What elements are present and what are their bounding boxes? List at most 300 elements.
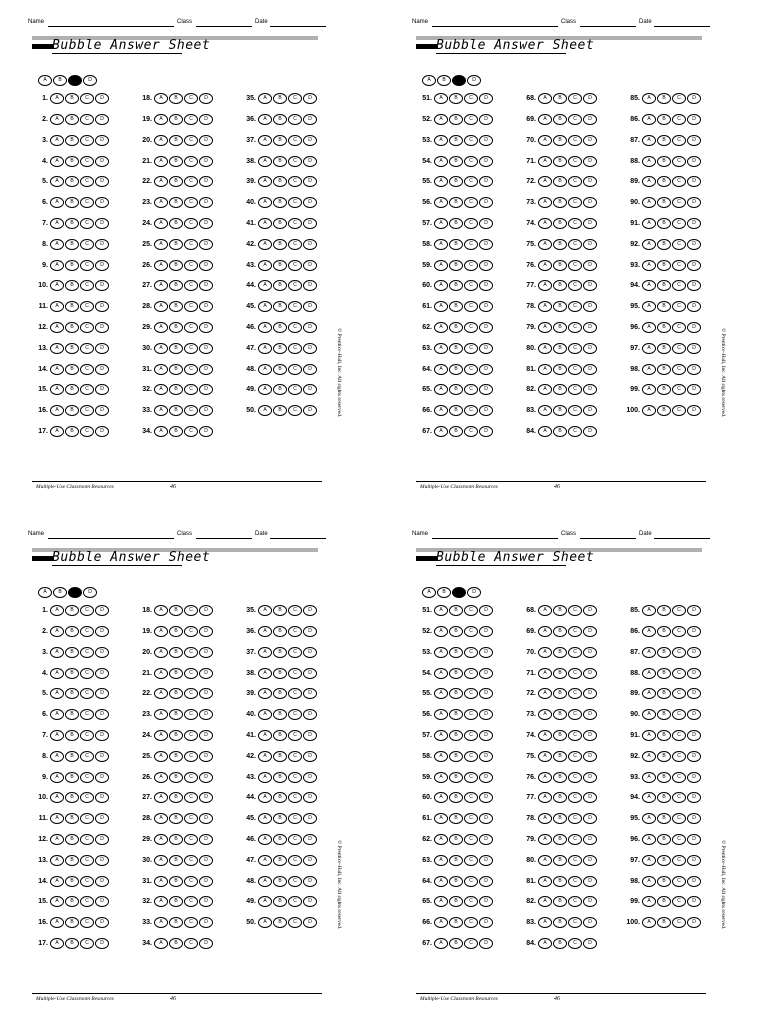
answer-bubble-a[interactable]: A — [642, 792, 656, 803]
answer-bubble-b[interactable]: B — [273, 813, 287, 824]
answer-bubble-b[interactable]: B — [169, 301, 183, 312]
answer-bubble-c[interactable]: C — [672, 772, 686, 783]
answer-bubble-b[interactable]: B — [65, 626, 79, 637]
answer-bubble-a[interactable]: A — [538, 384, 552, 395]
answer-bubble-c[interactable]: C — [672, 239, 686, 250]
answer-bubble-c[interactable]: C — [288, 876, 302, 887]
answer-bubble-a[interactable]: A — [258, 218, 272, 229]
answer-bubble-c[interactable]: C — [464, 176, 478, 187]
answer-bubble-b[interactable]: B — [169, 218, 183, 229]
answer-bubble-c[interactable]: C — [672, 218, 686, 229]
answer-bubble-d[interactable]: D — [303, 260, 317, 271]
answer-bubble-c[interactable]: C — [464, 301, 478, 312]
answer-bubble-b[interactable]: B — [65, 426, 79, 437]
answer-bubble-b[interactable]: B — [553, 218, 567, 229]
answer-bubble-a[interactable]: A — [642, 343, 656, 354]
answer-bubble-a[interactable]: A — [258, 813, 272, 824]
answer-bubble-a[interactable]: A — [50, 668, 64, 679]
answer-bubble-b[interactable]: B — [657, 114, 671, 125]
answer-bubble-d[interactable]: D — [479, 938, 493, 949]
answer-bubble-b[interactable]: B — [657, 917, 671, 928]
answer-bubble-c[interactable]: C — [672, 626, 686, 637]
answer-bubble-d[interactable]: D — [303, 772, 317, 783]
answer-bubble-c[interactable]: C — [568, 322, 582, 333]
answer-bubble-b[interactable]: B — [449, 896, 463, 907]
answer-bubble-a[interactable]: A — [258, 668, 272, 679]
answer-bubble-d[interactable]: D — [583, 426, 597, 437]
answer-bubble-d[interactable]: D — [583, 239, 597, 250]
answer-bubble-d[interactable]: D — [95, 176, 109, 187]
answer-bubble-d[interactable]: D — [479, 834, 493, 845]
answer-bubble-c[interactable]: C — [80, 834, 94, 845]
answer-bubble-b[interactable]: B — [65, 405, 79, 416]
answer-bubble-b[interactable]: B — [449, 239, 463, 250]
answer-bubble-d[interactable]: D — [199, 343, 213, 354]
answer-bubble-c[interactable]: C — [672, 730, 686, 741]
answer-bubble-c[interactable]: C — [568, 668, 582, 679]
answer-bubble-b[interactable]: B — [657, 626, 671, 637]
answer-bubble-a[interactable]: A — [538, 280, 552, 291]
answer-bubble-b[interactable]: B — [553, 114, 567, 125]
answer-bubble-a[interactable]: A — [434, 280, 448, 291]
answer-bubble-a[interactable]: A — [642, 239, 656, 250]
answer-bubble-c[interactable]: C — [80, 688, 94, 699]
answer-bubble-c[interactable]: C — [184, 792, 198, 803]
answer-bubble-b[interactable]: B — [169, 772, 183, 783]
answer-bubble-c[interactable]: C — [80, 343, 94, 354]
answer-bubble-c[interactable]: C — [464, 405, 478, 416]
answer-bubble-a[interactable]: A — [642, 688, 656, 699]
answer-bubble-c[interactable]: C — [184, 855, 198, 866]
answer-bubble-c[interactable]: C — [568, 813, 582, 824]
answer-bubble-a[interactable]: A — [434, 896, 448, 907]
answer-bubble-c[interactable]: C — [464, 896, 478, 907]
answer-bubble-d[interactable]: D — [303, 751, 317, 762]
class-field[interactable] — [196, 538, 252, 539]
answer-bubble-d[interactable]: D — [199, 260, 213, 271]
answer-bubble-b[interactable]: B — [553, 260, 567, 271]
answer-bubble-c[interactable]: C — [80, 709, 94, 720]
answer-bubble-b[interactable]: B — [169, 855, 183, 866]
answer-bubble-d[interactable]: D — [303, 218, 317, 229]
answer-bubble-a[interactable]: A — [434, 876, 448, 887]
answer-bubble-a[interactable]: A — [434, 751, 448, 762]
answer-bubble-d[interactable]: D — [303, 176, 317, 187]
answer-bubble-b[interactable]: B — [273, 405, 287, 416]
answer-bubble-b[interactable]: B — [169, 876, 183, 887]
answer-bubble-d[interactable]: D — [583, 343, 597, 354]
answer-bubble-d[interactable]: D — [583, 730, 597, 741]
answer-bubble-b[interactable]: B — [273, 605, 287, 616]
answer-bubble-a[interactable]: A — [154, 792, 168, 803]
answer-bubble-a[interactable]: A — [642, 322, 656, 333]
answer-bubble-c[interactable]: C — [288, 114, 302, 125]
answer-bubble-c[interactable]: C — [672, 343, 686, 354]
answer-bubble-c[interactable]: C — [80, 239, 94, 250]
answer-bubble-c[interactable]: C — [464, 834, 478, 845]
answer-bubble-b[interactable]: B — [553, 751, 567, 762]
answer-bubble-d[interactable]: D — [199, 917, 213, 928]
answer-bubble-d[interactable]: D — [199, 280, 213, 291]
answer-bubble-b[interactable]: B — [449, 343, 463, 354]
answer-bubble-d[interactable]: D — [583, 709, 597, 720]
answer-bubble-b[interactable]: B — [449, 301, 463, 312]
answer-bubble-c[interactable]: C — [672, 135, 686, 146]
answer-bubble-a[interactable]: A — [258, 384, 272, 395]
answer-bubble-c[interactable]: C — [464, 114, 478, 125]
answer-bubble-c[interactable]: C — [568, 239, 582, 250]
answer-bubble-a[interactable]: A — [50, 855, 64, 866]
answer-bubble-c[interactable]: C — [568, 197, 582, 208]
answer-bubble-d[interactable]: D — [583, 938, 597, 949]
answer-bubble-a[interactable]: A — [538, 176, 552, 187]
answer-bubble-c[interactable]: C — [184, 93, 198, 104]
answer-bubble-d[interactable]: D — [303, 343, 317, 354]
answer-bubble-d[interactable]: D — [583, 364, 597, 375]
answer-bubble-c[interactable]: C — [464, 197, 478, 208]
answer-bubble-b[interactable]: B — [449, 647, 463, 658]
answer-bubble-c[interactable]: C — [464, 218, 478, 229]
answer-bubble-b[interactable]: B — [449, 176, 463, 187]
answer-bubble-c[interactable]: C — [288, 730, 302, 741]
answer-bubble-d[interactable]: D — [687, 301, 701, 312]
answer-bubble-a[interactable]: A — [538, 730, 552, 741]
answer-bubble-d[interactable]: D — [583, 135, 597, 146]
answer-bubble-b[interactable]: B — [657, 792, 671, 803]
answer-bubble-a[interactable]: A — [642, 384, 656, 395]
answer-bubble-d[interactable]: D — [479, 896, 493, 907]
answer-bubble-d[interactable]: D — [303, 647, 317, 658]
answer-bubble-d[interactable]: D — [303, 730, 317, 741]
answer-bubble-a[interactable]: A — [642, 896, 656, 907]
answer-bubble-d[interactable]: D — [95, 343, 109, 354]
answer-bubble-b[interactable]: B — [657, 280, 671, 291]
answer-bubble-a[interactable]: A — [258, 688, 272, 699]
answer-bubble-a[interactable]: A — [154, 605, 168, 616]
answer-bubble-a[interactable]: A — [258, 322, 272, 333]
answer-bubble-d[interactable]: D — [687, 405, 701, 416]
answer-bubble-a[interactable]: A — [434, 114, 448, 125]
answer-bubble-a[interactable]: A — [538, 834, 552, 845]
answer-bubble-c[interactable]: C — [288, 772, 302, 783]
answer-bubble-b[interactable]: B — [449, 709, 463, 720]
answer-bubble-b[interactable]: B — [657, 135, 671, 146]
answer-bubble-c[interactable]: C — [672, 405, 686, 416]
answer-bubble-c[interactable]: C — [672, 156, 686, 167]
answer-bubble-c[interactable]: C — [568, 260, 582, 271]
answer-bubble-a[interactable]: A — [258, 605, 272, 616]
answer-bubble-a[interactable]: A — [154, 917, 168, 928]
answer-bubble-b[interactable]: B — [169, 176, 183, 187]
answer-bubble-c[interactable]: C — [80, 876, 94, 887]
answer-bubble-d[interactable]: D — [479, 93, 493, 104]
answer-bubble-b[interactable]: B — [553, 239, 567, 250]
answer-bubble-c[interactable]: C — [184, 813, 198, 824]
answer-bubble-b[interactable]: B — [553, 896, 567, 907]
answer-bubble-d[interactable]: D — [583, 176, 597, 187]
answer-bubble-b[interactable]: B — [273, 896, 287, 907]
answer-bubble-a[interactable]: A — [434, 343, 448, 354]
answer-bubble-d[interactable]: D — [687, 343, 701, 354]
answer-bubble-a[interactable]: A — [642, 668, 656, 679]
answer-bubble-a[interactable]: A — [434, 605, 448, 616]
answer-bubble-a[interactable]: A — [434, 917, 448, 928]
answer-bubble-a[interactable]: A — [154, 114, 168, 125]
answer-bubble-b[interactable]: B — [657, 730, 671, 741]
answer-bubble-a[interactable]: A — [642, 93, 656, 104]
name-field[interactable] — [48, 538, 174, 539]
answer-bubble-b[interactable]: B — [449, 322, 463, 333]
answer-bubble-d[interactable]: D — [687, 156, 701, 167]
answer-bubble-c[interactable]: C — [288, 668, 302, 679]
answer-bubble-b[interactable]: B — [553, 93, 567, 104]
answer-bubble-b[interactable]: B — [273, 218, 287, 229]
answer-bubble-b[interactable]: B — [169, 813, 183, 824]
answer-bubble-b[interactable]: B — [553, 688, 567, 699]
answer-bubble-b[interactable]: B — [657, 322, 671, 333]
answer-bubble-d[interactable]: D — [199, 834, 213, 845]
answer-bubble-d[interactable]: D — [583, 647, 597, 658]
answer-bubble-b[interactable]: B — [657, 813, 671, 824]
answer-bubble-b[interactable]: B — [65, 813, 79, 824]
answer-bubble-a[interactable]: A — [50, 343, 64, 354]
answer-bubble-d[interactable]: D — [303, 834, 317, 845]
answer-bubble-d[interactable]: D — [303, 896, 317, 907]
answer-bubble-a[interactable]: A — [538, 343, 552, 354]
answer-bubble-d[interactable]: D — [95, 688, 109, 699]
answer-bubble-c[interactable]: C — [288, 343, 302, 354]
answer-bubble-b[interactable]: B — [65, 301, 79, 312]
answer-bubble-b[interactable]: B — [65, 197, 79, 208]
answer-bubble-c[interactable]: C — [80, 626, 94, 637]
answer-bubble-b[interactable]: B — [169, 626, 183, 637]
answer-bubble-c[interactable]: C — [464, 917, 478, 928]
answer-bubble-c[interactable]: C — [672, 688, 686, 699]
answer-bubble-a[interactable]: A — [258, 364, 272, 375]
answer-bubble-d[interactable]: D — [479, 647, 493, 658]
answer-bubble-c[interactable]: C — [80, 114, 94, 125]
answer-bubble-c[interactable]: C — [288, 135, 302, 146]
answer-bubble-a[interactable]: A — [434, 93, 448, 104]
answer-bubble-a[interactable]: A — [154, 688, 168, 699]
answer-bubble-a[interactable]: A — [642, 730, 656, 741]
answer-bubble-c[interactable]: C — [672, 384, 686, 395]
answer-bubble-d[interactable]: D — [199, 605, 213, 616]
answer-bubble-b[interactable]: B — [273, 343, 287, 354]
answer-bubble-c[interactable]: C — [464, 605, 478, 616]
answer-bubble-c[interactable]: C — [464, 709, 478, 720]
answer-bubble-a[interactable]: A — [154, 280, 168, 291]
answer-bubble-a[interactable]: A — [154, 176, 168, 187]
answer-bubble-a[interactable]: A — [434, 792, 448, 803]
answer-bubble-b[interactable]: B — [553, 792, 567, 803]
answer-bubble-b[interactable]: B — [553, 917, 567, 928]
answer-bubble-c[interactable]: C — [464, 93, 478, 104]
answer-bubble-a[interactable]: A — [50, 709, 64, 720]
answer-bubble-d[interactable]: D — [583, 917, 597, 928]
answer-bubble-d[interactable]: D — [583, 813, 597, 824]
answer-bubble-a[interactable]: A — [538, 197, 552, 208]
answer-bubble-a[interactable]: A — [258, 156, 272, 167]
answer-bubble-c[interactable]: C — [80, 426, 94, 437]
answer-bubble-d[interactable]: D — [303, 93, 317, 104]
answer-bubble-d[interactable]: D — [95, 605, 109, 616]
answer-bubble-d[interactable]: D — [303, 876, 317, 887]
answer-bubble-d[interactable]: D — [479, 260, 493, 271]
answer-bubble-b[interactable]: B — [65, 605, 79, 616]
answer-bubble-a[interactable]: A — [50, 364, 64, 375]
answer-bubble-d[interactable]: D — [687, 239, 701, 250]
answer-bubble-b[interactable]: B — [169, 260, 183, 271]
answer-bubble-d[interactable]: D — [687, 384, 701, 395]
answer-bubble-c[interactable]: C — [568, 834, 582, 845]
answer-bubble-d[interactable]: D — [583, 384, 597, 395]
answer-bubble-a[interactable]: A — [642, 156, 656, 167]
answer-bubble-c[interactable]: C — [184, 896, 198, 907]
answer-bubble-d[interactable]: D — [687, 322, 701, 333]
answer-bubble-d[interactable]: D — [303, 626, 317, 637]
answer-bubble-d[interactable]: D — [95, 855, 109, 866]
answer-bubble-d[interactable]: D — [583, 322, 597, 333]
class-field[interactable] — [580, 538, 636, 539]
answer-bubble-b[interactable]: B — [657, 197, 671, 208]
answer-bubble-a[interactable]: A — [154, 218, 168, 229]
answer-bubble-a[interactable]: A — [258, 855, 272, 866]
answer-bubble-c[interactable]: C — [568, 280, 582, 291]
answer-bubble-d[interactable]: D — [583, 156, 597, 167]
answer-bubble-d[interactable]: D — [199, 626, 213, 637]
answer-bubble-c[interactable]: C — [464, 384, 478, 395]
answer-bubble-d[interactable]: D — [95, 239, 109, 250]
answer-bubble-a[interactable]: A — [154, 197, 168, 208]
answer-bubble-a[interactable]: A — [538, 668, 552, 679]
answer-bubble-d[interactable]: D — [687, 709, 701, 720]
answer-bubble-d[interactable]: D — [479, 384, 493, 395]
answer-bubble-d[interactable]: D — [303, 301, 317, 312]
answer-bubble-b[interactable]: B — [273, 197, 287, 208]
answer-bubble-c[interactable]: C — [80, 896, 94, 907]
answer-bubble-b[interactable]: B — [657, 364, 671, 375]
answer-bubble-a[interactable]: A — [258, 647, 272, 658]
answer-bubble-c[interactable]: C — [288, 260, 302, 271]
answer-bubble-b[interactable]: B — [553, 605, 567, 616]
answer-bubble-a[interactable]: A — [434, 156, 448, 167]
answer-bubble-c[interactable]: C — [80, 938, 94, 949]
answer-bubble-c[interactable]: C — [288, 917, 302, 928]
answer-bubble-c[interactable]: C — [672, 751, 686, 762]
answer-bubble-c[interactable]: C — [288, 156, 302, 167]
answer-bubble-b[interactable]: B — [657, 876, 671, 887]
answer-bubble-b[interactable]: B — [553, 876, 567, 887]
answer-bubble-b[interactable]: B — [169, 384, 183, 395]
answer-bubble-b[interactable]: B — [449, 792, 463, 803]
answer-bubble-a[interactable]: A — [50, 834, 64, 845]
answer-bubble-a[interactable]: A — [258, 876, 272, 887]
answer-bubble-d[interactable]: D — [583, 197, 597, 208]
answer-bubble-c[interactable]: C — [80, 813, 94, 824]
answer-bubble-d[interactable]: D — [303, 384, 317, 395]
answer-bubble-d[interactable]: D — [687, 364, 701, 375]
answer-bubble-c[interactable]: C — [672, 260, 686, 271]
answer-bubble-d[interactable]: D — [583, 792, 597, 803]
answer-bubble-d[interactable]: D — [479, 135, 493, 146]
answer-bubble-c[interactable]: C — [464, 364, 478, 375]
answer-bubble-b[interactable]: B — [65, 668, 79, 679]
answer-bubble-c[interactable]: C — [464, 855, 478, 866]
answer-bubble-b[interactable]: B — [169, 896, 183, 907]
answer-bubble-d[interactable]: D — [95, 772, 109, 783]
answer-bubble-c[interactable]: C — [80, 93, 94, 104]
answer-bubble-a[interactable]: A — [434, 688, 448, 699]
answer-bubble-b[interactable]: B — [553, 647, 567, 658]
answer-bubble-d[interactable]: D — [303, 668, 317, 679]
answer-bubble-b[interactable]: B — [449, 855, 463, 866]
answer-bubble-c[interactable]: C — [288, 239, 302, 250]
answer-bubble-a[interactable]: A — [154, 405, 168, 416]
answer-bubble-b[interactable]: B — [553, 301, 567, 312]
answer-bubble-b[interactable]: B — [273, 730, 287, 741]
answer-bubble-d[interactable]: D — [199, 772, 213, 783]
date-field[interactable] — [654, 538, 710, 539]
answer-bubble-b[interactable]: B — [273, 917, 287, 928]
answer-bubble-a[interactable]: A — [154, 876, 168, 887]
answer-bubble-d[interactable]: D — [583, 855, 597, 866]
answer-bubble-a[interactable]: A — [642, 626, 656, 637]
answer-bubble-b[interactable]: B — [65, 709, 79, 720]
answer-bubble-b[interactable]: B — [553, 176, 567, 187]
answer-bubble-d[interactable]: D — [95, 896, 109, 907]
answer-bubble-d[interactable]: D — [479, 792, 493, 803]
answer-bubble-d[interactable]: D — [583, 260, 597, 271]
answer-bubble-d[interactable]: D — [583, 688, 597, 699]
answer-bubble-b[interactable]: B — [273, 156, 287, 167]
answer-bubble-c[interactable]: C — [80, 176, 94, 187]
answer-bubble-b[interactable]: B — [273, 239, 287, 250]
answer-bubble-a[interactable]: A — [258, 197, 272, 208]
answer-bubble-b[interactable]: B — [65, 280, 79, 291]
answer-bubble-a[interactable]: A — [50, 93, 64, 104]
answer-bubble-c[interactable]: C — [80, 156, 94, 167]
answer-bubble-b[interactable]: B — [657, 605, 671, 616]
class-field[interactable] — [580, 26, 636, 27]
answer-bubble-a[interactable]: A — [154, 709, 168, 720]
answer-bubble-a[interactable]: A — [642, 605, 656, 616]
answer-bubble-a[interactable]: A — [538, 647, 552, 658]
answer-bubble-d[interactable]: D — [583, 626, 597, 637]
answer-bubble-c[interactable]: C — [80, 917, 94, 928]
answer-bubble-a[interactable]: A — [50, 114, 64, 125]
answer-bubble-d[interactable]: D — [479, 813, 493, 824]
answer-bubble-b[interactable]: B — [169, 605, 183, 616]
answer-bubble-b[interactable]: B — [449, 156, 463, 167]
answer-bubble-b[interactable]: B — [553, 280, 567, 291]
answer-bubble-b[interactable]: B — [65, 772, 79, 783]
answer-bubble-a[interactable]: A — [50, 688, 64, 699]
answer-bubble-d[interactable]: D — [479, 876, 493, 887]
answer-bubble-c[interactable]: C — [672, 301, 686, 312]
answer-bubble-d[interactable]: D — [687, 896, 701, 907]
answer-bubble-d[interactable]: D — [199, 647, 213, 658]
answer-bubble-d[interactable]: D — [199, 364, 213, 375]
answer-bubble-a[interactable]: A — [50, 322, 64, 333]
answer-bubble-b[interactable]: B — [553, 813, 567, 824]
answer-bubble-d[interactable]: D — [479, 751, 493, 762]
answer-bubble-d[interactable]: D — [199, 876, 213, 887]
answer-bubble-c[interactable]: C — [288, 626, 302, 637]
answer-bubble-b[interactable]: B — [169, 239, 183, 250]
answer-bubble-b[interactable]: B — [553, 772, 567, 783]
answer-bubble-b[interactable]: B — [169, 647, 183, 658]
